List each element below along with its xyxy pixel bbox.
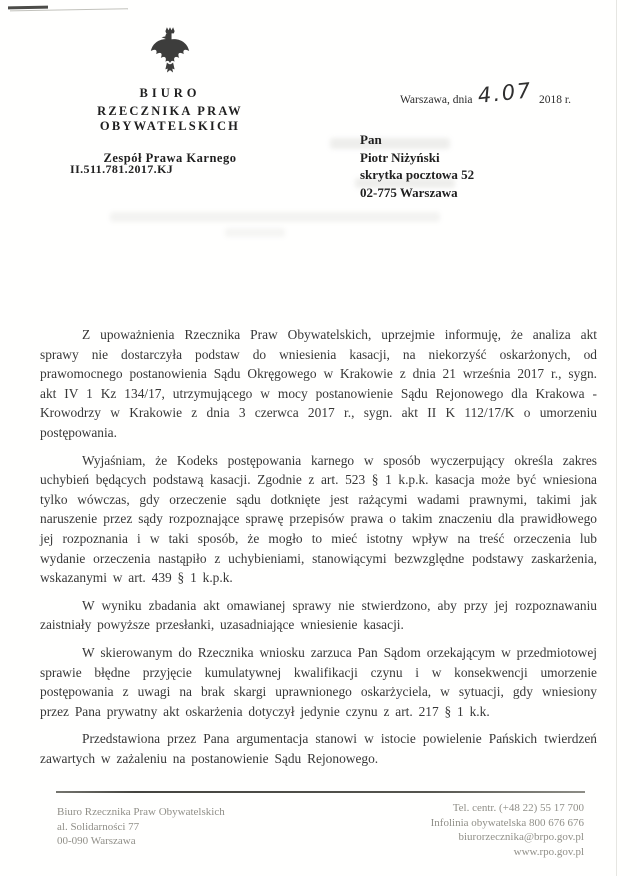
paragraph: W wyniku zbadania akt omawianej sprawy nie stwierdzono, aby przy jej rozpoznawaniu zaistniały powyższe przesłanki, uzasadniające wniesienie kasacji. xyxy=(40,597,597,633)
handwritten-date: 4.07 xyxy=(476,78,534,108)
case-reference: II.511.781.2017.KJ xyxy=(70,162,174,176)
recipient-block xyxy=(360,131,474,201)
footer-contact-block xyxy=(431,801,584,859)
letterhead xyxy=(30,26,310,166)
unit-name: Zespół Prawa Karnego xyxy=(103,151,237,165)
recipient-line: 02-775 Warszawa xyxy=(360,184,458,200)
footer-divider xyxy=(56,791,585,793)
footer-address-block xyxy=(57,805,225,849)
bleedthrough-artifact xyxy=(110,212,440,222)
footer-address-line: Biuro Rzecznika Praw Obywatelskich xyxy=(57,806,225,818)
paper-edge-artifact xyxy=(616,0,617,876)
recipient-line: skrytka pocztowa 52 xyxy=(360,167,475,182)
scan-artifact-topleft xyxy=(8,6,48,10)
footer-email: biurorzecznika@brpo.gov.pl xyxy=(458,831,584,843)
letter-body xyxy=(40,325,597,776)
office-name-line2: RZECZNIKA PRAW OBYWATELSKICH xyxy=(97,104,243,133)
paragraph: Z upoważnienia Rzecznika Praw Obywatelskich, uprzejmie informuję, że analiza akt sprawy nie dostarczyła podstaw do wniesienia kasacji, na niekorzyść oskarżonych, od prawomocnego postanowienia Sądu Okręgowego w Krakowie z dnia 21 września 2017 r., sygn. akt IV 1 Kz 134/17, utrzymującego w mocy postanowienie Sądu Rejonowego dla Krakowa - Krowodrzy w Krakowie z dnia 3 czerwca 2017 r., sygn. akt II K 112/17/K o umorzeniu postępowania. xyxy=(40,327,597,440)
footer-address-line: 00-090 Warszawa xyxy=(57,835,136,847)
footer-infoline: Infolinia obywatelska 800 676 676 xyxy=(430,816,584,829)
paragraph: Wyjaśniam, że Kodeks postępowania karnego w sposób wyczerpujący określa zakres uchybień będących podstawą kasacji. Zgodnie z art. 523 § 1 k.p.k. kasacja może być wniesiona tylko wówczas, gdy orzeczenie sądu dotknięte jest rażącymi wadami prawnymi, takimi jak naruszenie przez sądy rozpoznające sprawę przepisów prawa o takim znaczeniu dla prawidłowego jej rozpoznania i w taki sposób, że mogło to mieć istotny wpływ na treść orzeczenia lub wydanie orzeczenia nastąpiło z uchybieniami, stanowiącymi bezwzględne podstawy zaskarżenia, wskazanymi w art. 439 § 1 k.p.k. xyxy=(40,452,597,586)
fold-crease-artifact xyxy=(0,297,618,298)
bleedthrough-artifact xyxy=(225,228,285,237)
date-line xyxy=(400,78,571,108)
recipient-line: Pan xyxy=(360,132,382,147)
paragraph: W skierowanym do Rzecznika wniosku zarzuca Pan Sądom orzekającym w przedmiotowej sprawie błędne przyjęcie kumulatywnej kwalifikacji czynu i w konsekwencji umorzenie postępowania z uwagi na brak skargi uprawnionego oskarżyciela, w sytuacji, gdy wniesiony przez Pana prywatny akt oskarżenia dotyczył jedynie czynu z art. 217 § 1 k.k. xyxy=(40,644,597,719)
footer-website: www.rpo.gov.pl xyxy=(513,845,584,858)
date-prefix: Warszawa, dnia xyxy=(400,94,473,106)
recipient-line: Piotr Niżyński xyxy=(360,149,440,165)
date-suffix: 2018 r. xyxy=(539,94,571,106)
office-name-line1: BIURO xyxy=(139,86,201,100)
footer-address-line: al. Solidarności 77 xyxy=(57,820,140,833)
polish-eagle-icon xyxy=(30,26,310,81)
footer-phone: Tel. centr. (+48 22) 55 17 700 xyxy=(452,802,584,814)
paragraph: Przedstawiona przez Pana argumentacja stanowi w istocie powielenie Pańskich twierdzeń zawartych w zażaleniu na postanowienie Sądu Rejonowego. xyxy=(40,731,597,766)
